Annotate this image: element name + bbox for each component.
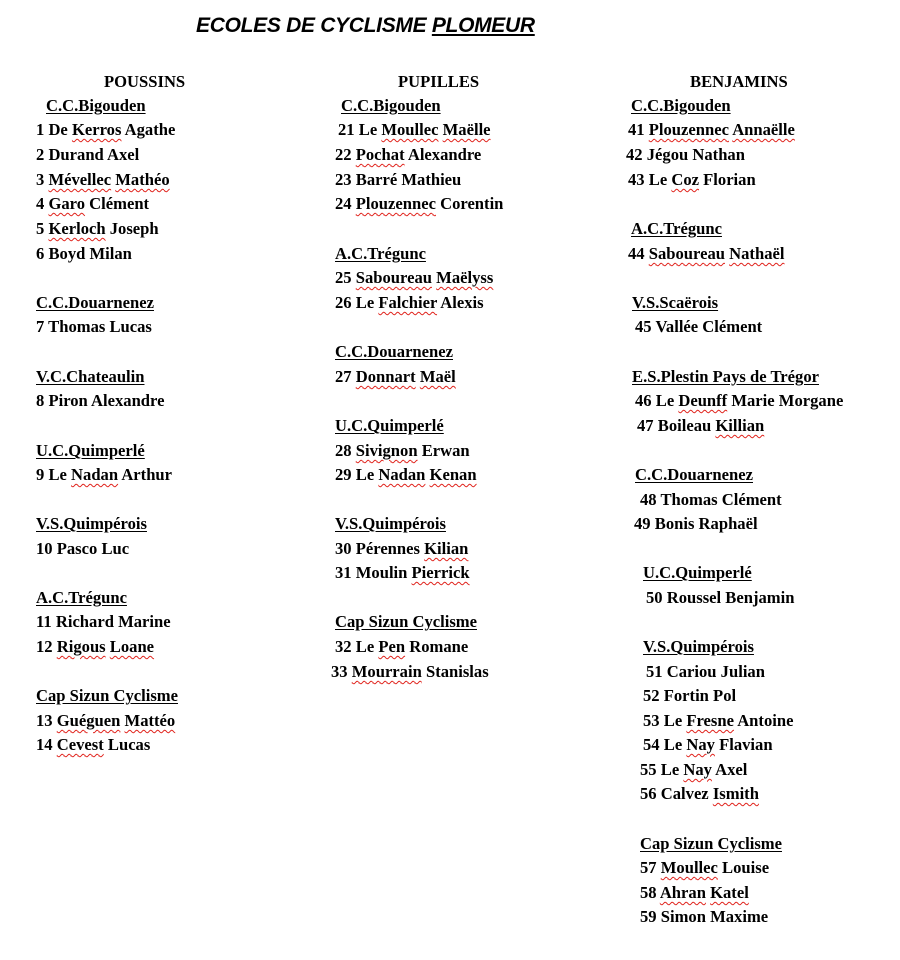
club-label: U.C.Quimperlé <box>335 416 444 435</box>
rider-number: 54 <box>643 735 660 754</box>
rider-name-part: Nadan <box>378 465 426 484</box>
rider-name-part: Katel <box>710 883 749 902</box>
club-label: C.C.Bigouden <box>341 96 441 115</box>
rider-number: 6 <box>36 244 45 263</box>
rider-name-part: Richard Marine <box>55 612 171 631</box>
rider-name-part: Rigous <box>56 637 106 656</box>
rider-name-part: Mourrain <box>351 662 422 681</box>
rider-name-part: Saboureau <box>648 244 725 263</box>
rider-name-part: Joseph <box>105 219 159 238</box>
club-label: C.C.Douarnenez <box>335 342 453 361</box>
rider-number: 28 <box>335 441 352 460</box>
rider-number: 46 <box>635 391 652 410</box>
rider-entry <box>640 490 782 510</box>
rider-entry <box>635 391 843 411</box>
rider-number: 9 <box>36 465 45 484</box>
rider-number: 10 <box>36 539 53 558</box>
rider-number: 24 <box>335 194 352 213</box>
club-name <box>632 367 819 387</box>
rider-name-part: Boileau <box>657 416 716 435</box>
rider-number: 51 <box>646 662 663 681</box>
rider-name-part: Agathe <box>121 120 176 139</box>
rider-number: 58 <box>640 883 657 902</box>
rider-name-part: Stanislas <box>421 662 489 681</box>
club-label: Cap Sizun Cyclisme <box>640 834 782 853</box>
rider-name-part: Fresne <box>686 711 734 730</box>
rider-name-part: Nay <box>683 760 712 779</box>
document-title <box>196 14 535 38</box>
rider-name-part: Maëlle <box>442 120 491 139</box>
rider-name-part: Le <box>48 465 72 484</box>
rider-number: 47 <box>637 416 654 435</box>
rider-name-part: Plouzennec <box>355 194 436 213</box>
rider-number: 33 <box>331 662 348 681</box>
rider-name-part: Le <box>655 391 679 410</box>
rider-name-part: Moullec <box>381 120 439 139</box>
title-prefix: ECOLES DE CYCLISME <box>196 14 432 37</box>
rider-number: 22 <box>335 145 352 164</box>
rider-name-part: De <box>48 120 72 139</box>
column-heading: PUPILLES <box>398 72 480 91</box>
rider-name-part: Nay <box>686 735 715 754</box>
rider-name-part: Flavian <box>714 735 773 754</box>
rider-entry <box>628 170 756 190</box>
rider-name-part: Corentin <box>435 194 504 213</box>
rider-entry <box>640 760 747 780</box>
rider-name-part: Le <box>355 637 379 656</box>
column-benjamins <box>0 72 900 952</box>
rider-name-part: Garo <box>48 194 86 213</box>
rider-number: 41 <box>628 120 645 139</box>
rider-name-part: Killian <box>715 416 765 435</box>
rider-name-part: Sivignon <box>355 441 418 460</box>
rider-name-part: Pen <box>378 637 406 656</box>
rider-name-part: Deunff <box>678 391 728 410</box>
rider-name-part: Mathéo <box>115 170 170 189</box>
rider-name-part: Moullec <box>660 858 718 877</box>
rider-number: 44 <box>628 244 645 263</box>
rider-entry <box>628 120 795 140</box>
club-name <box>631 219 722 239</box>
rider-name-part: Fortin Pol <box>663 686 737 705</box>
rider-name-part: Erwan <box>417 441 470 460</box>
rider-name-part: Roussel Benjamin <box>666 588 795 607</box>
rider-name-part: Ahran <box>659 883 706 902</box>
club-label: V.S.Quimpérois <box>643 637 754 656</box>
rider-name-part: Maël <box>419 367 456 386</box>
column-heading: POUSSINS <box>104 72 186 91</box>
rider-entry <box>640 858 769 878</box>
rider-number: 8 <box>36 391 45 410</box>
rider-name-part: Nadan <box>71 465 119 484</box>
rider-name-part: Maëlyss <box>436 268 494 287</box>
rider-name-part: Pérennes <box>355 539 425 558</box>
rider-name-part: Le <box>648 170 672 189</box>
rider-number: 45 <box>635 317 652 336</box>
rider-number: 3 <box>36 170 45 189</box>
rider-name-part: Plouzennec <box>648 120 729 139</box>
column-heading: BENJAMINS <box>690 72 788 91</box>
rider-name-part: Pierrick <box>411 563 470 582</box>
rider-entry <box>626 145 745 165</box>
rider-name-part: Axel <box>711 760 748 779</box>
rider-name-part: Clément <box>85 194 150 213</box>
rider-name-part: Le <box>660 760 684 779</box>
club-label: C.C.Douarnenez <box>36 293 154 312</box>
rider-name-part: Kerloch <box>48 219 106 238</box>
club-label: E.S.Plestin Pays de Trégor <box>632 367 819 386</box>
club-label: V.S.Quimpérois <box>36 514 147 533</box>
rider-number: 53 <box>643 711 660 730</box>
rider-entry <box>628 244 784 264</box>
rider-number: 2 <box>36 145 45 164</box>
rider-number: 27 <box>335 367 352 386</box>
rider-number: 50 <box>646 588 663 607</box>
rider-name-part: Pochat <box>355 145 405 164</box>
rider-entry <box>643 735 773 755</box>
rider-number: 23 <box>335 170 352 189</box>
rider-name-part: Le <box>663 711 687 730</box>
rider-name-part: Thomas Clément <box>660 490 782 509</box>
club-name <box>635 465 753 485</box>
rider-name-part: Nathaël <box>729 244 785 263</box>
rider-name-part: Cevest <box>56 735 104 754</box>
club-label: U.C.Quimperlé <box>643 563 752 582</box>
rider-name-part: Piron Alexandre <box>48 391 165 410</box>
rider-name-part: Mévellec <box>48 170 112 189</box>
rider-name-part: Alexis <box>437 293 484 312</box>
club-label: A.C.Trégunc <box>335 244 426 263</box>
rider-name-part: Moulin <box>355 563 412 582</box>
club-label: Cap Sizun Cyclisme <box>335 612 477 631</box>
rider-number: 57 <box>640 858 657 877</box>
rider-entry <box>646 588 794 608</box>
rider-name-part: Mattéo <box>124 711 176 730</box>
club-label: A.C.Trégunc <box>36 588 127 607</box>
club-name <box>632 293 718 313</box>
rider-entry <box>643 686 736 706</box>
rider-number: 14 <box>36 735 53 754</box>
rider-number: 1 <box>36 120 45 139</box>
rider-name-part: Barré Mathieu <box>355 170 462 189</box>
club-label: C.C.Douarnenez <box>635 465 753 484</box>
rider-name-part: Antoine <box>733 711 794 730</box>
rider-number: 25 <box>335 268 352 287</box>
club-name <box>643 637 754 657</box>
rider-name-part: Marie Morgane <box>727 391 844 410</box>
rider-number: 49 <box>634 514 651 533</box>
rider-number: 12 <box>36 637 53 656</box>
rider-name-part: Jégou Nathan <box>646 145 745 164</box>
rider-number: 7 <box>36 317 45 336</box>
rider-number: 29 <box>335 465 352 484</box>
rider-name-part: Arthur <box>118 465 173 484</box>
rider-name-part: Kerros <box>71 120 122 139</box>
rider-name-part: Donnart <box>355 367 416 386</box>
rider-name-part: Kenan <box>429 465 477 484</box>
club-label: V.S.Quimpérois <box>335 514 446 533</box>
rider-number: 32 <box>335 637 352 656</box>
rider-name-part: Bonis Raphaël <box>654 514 758 533</box>
rider-entry <box>640 883 749 903</box>
rider-name-part: Lucas <box>103 735 151 754</box>
rider-name-part: Boyd Milan <box>48 244 132 263</box>
rider-name-part: Simon Maxime <box>660 907 769 926</box>
rider-number: 30 <box>335 539 352 558</box>
rider-number: 5 <box>36 219 45 238</box>
rider-entry <box>640 784 759 804</box>
rider-name-part: Alexandre <box>404 145 482 164</box>
rider-name-part: Calvez <box>660 784 713 803</box>
rider-name-part: Falchier <box>378 293 438 312</box>
rider-name-part: Cariou Julian <box>666 662 765 681</box>
rider-name-part: Romane <box>405 637 469 656</box>
rider-number: 21 <box>338 120 355 139</box>
rider-name-part: Kilian <box>424 539 469 558</box>
rider-number: 55 <box>640 760 657 779</box>
club-name <box>631 96 731 116</box>
rider-number: 43 <box>628 170 645 189</box>
club-label: C.C.Bigouden <box>631 96 731 115</box>
rider-number: 42 <box>626 145 643 164</box>
club-label: V.S.Scaërois <box>632 293 719 312</box>
rider-name-part: Vallée Clément <box>655 317 763 336</box>
title-underlined: PLOMEUR <box>431 14 535 37</box>
rider-name-part: Le <box>355 465 379 484</box>
rider-entry <box>637 416 764 436</box>
club-label: Cap Sizun Cyclisme <box>36 686 178 705</box>
rider-number: 26 <box>335 293 352 312</box>
rider-number: 56 <box>640 784 657 803</box>
rider-entry <box>640 907 768 927</box>
club-name <box>640 834 782 854</box>
rider-name-part: Le <box>358 120 382 139</box>
rider-number: 52 <box>643 686 660 705</box>
club-name <box>643 563 752 583</box>
rider-number: 48 <box>640 490 657 509</box>
rider-entry <box>634 514 758 534</box>
rider-name-part: Pasco Luc <box>56 539 130 558</box>
rider-name-part: Saboureau <box>355 268 432 287</box>
rider-number: 11 <box>36 612 52 631</box>
club-label: C.C.Bigouden <box>46 96 146 115</box>
club-label: U.C.Quimperlé <box>36 441 145 460</box>
rider-name-part: Le <box>663 735 687 754</box>
rider-name-part: Coz <box>671 170 699 189</box>
club-label: A.C.Trégunc <box>631 219 722 238</box>
club-label: V.C.Chateaulin <box>36 367 145 386</box>
rider-entry <box>643 711 793 731</box>
rider-name-part: Florian <box>699 170 756 189</box>
rider-entry <box>646 662 765 682</box>
rider-name-part: Louise <box>717 858 770 877</box>
rider-number: 4 <box>36 194 45 213</box>
rider-name-part: Guéguen <box>56 711 121 730</box>
rider-name-part: Thomas Lucas <box>48 317 152 336</box>
rider-name-part: Annaëlle <box>732 120 795 139</box>
rider-entry <box>635 317 762 337</box>
rider-number: 13 <box>36 711 53 730</box>
rider-name-part: Ismith <box>712 784 759 803</box>
rider-number: 31 <box>335 563 352 582</box>
rider-name-part: Loane <box>109 637 155 656</box>
rider-name-part: Le <box>355 293 379 312</box>
rider-number: 59 <box>640 907 657 926</box>
rider-name-part: Durand Axel <box>48 145 140 164</box>
